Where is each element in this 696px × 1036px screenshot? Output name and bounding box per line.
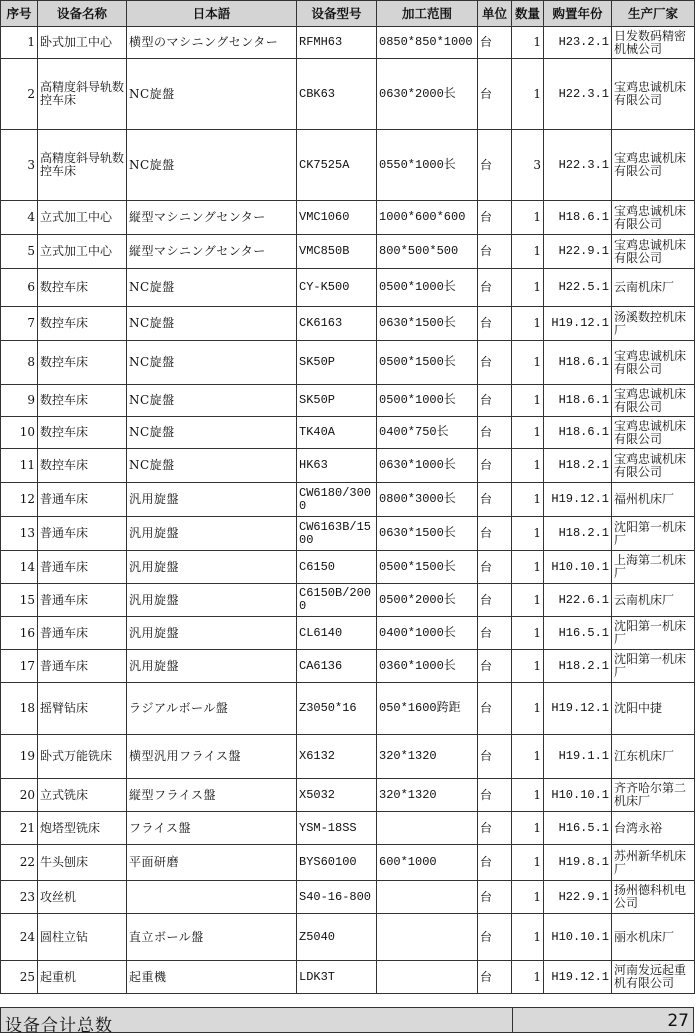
table-row — [1, 417, 695, 449]
cell-range: 0800*3000长 — [377, 483, 478, 517]
cell-name: 圆柱立钻 — [38, 914, 127, 961]
cell-range: 600*1000 — [377, 845, 478, 881]
cell-model: SK50P — [297, 385, 377, 417]
cell-qty: 1 — [512, 617, 544, 650]
cell-jp: 汎用旋盤 — [127, 483, 297, 517]
cell-name: 普通车床 — [38, 617, 127, 650]
cell-date: H10.10.1 — [544, 551, 612, 584]
cell-name: 牛头刨床 — [38, 845, 127, 881]
cell-name: 起重机 — [38, 961, 127, 994]
cell-name: 立式加工中心 — [38, 235, 127, 269]
cell-name: 高精度斜导轨数控车床 — [38, 59, 127, 130]
cell-range: 050*1600跨距 — [377, 683, 478, 735]
cell-unit: 台 — [478, 914, 512, 961]
cell-jp: 起重機 — [127, 961, 297, 994]
cell-unit: 台 — [478, 269, 512, 307]
cell-maker: 苏州新华机床厂 — [612, 845, 695, 881]
cell-date: H18.2.1 — [544, 650, 612, 683]
cell-name: 普通车床 — [38, 517, 127, 551]
cell-unit: 台 — [478, 449, 512, 483]
header-no: 序号 — [1, 1, 38, 27]
cell-model: YSM-18SS — [297, 812, 377, 845]
cell-jp: ラジアルボール盤 — [127, 683, 297, 735]
cell-range: 320*1320 — [377, 779, 478, 812]
cell-date: H10.10.1 — [544, 914, 612, 961]
cell-unit: 台 — [478, 517, 512, 551]
cell-no: 2 — [1, 59, 38, 130]
cell-maker: 沈阳第一机床厂 — [612, 650, 695, 683]
cell-maker: 江东机床厂 — [612, 735, 695, 779]
cell-model: SK50P — [297, 341, 377, 385]
cell-unit: 台 — [478, 584, 512, 617]
cell-name: 普通车床 — [38, 551, 127, 584]
table-row — [1, 269, 695, 307]
cell-unit: 台 — [478, 683, 512, 735]
total-value: 27 — [667, 1011, 689, 1031]
cell-range: 0630*1000长 — [377, 449, 478, 483]
cell-qty: 1 — [512, 881, 544, 914]
cell-date: H19.1.1 — [544, 735, 612, 779]
cell-qty: 1 — [512, 517, 544, 551]
cell-jp: NC旋盤 — [127, 59, 297, 130]
cell-unit: 台 — [478, 881, 512, 914]
cell-model: VMC850B — [297, 235, 377, 269]
cell-qty: 1 — [512, 735, 544, 779]
table-row — [1, 735, 695, 779]
cell-date: H18.6.1 — [544, 341, 612, 385]
cell-no: 23 — [1, 881, 38, 914]
cell-unit: 台 — [478, 235, 512, 269]
cell-no: 4 — [1, 201, 38, 235]
cell-no: 24 — [1, 914, 38, 961]
cell-no: 25 — [1, 961, 38, 994]
cell-qty: 1 — [512, 235, 544, 269]
header-jp: 日本語 — [127, 1, 297, 27]
cell-no: 14 — [1, 551, 38, 584]
cell-jp — [127, 881, 297, 914]
cell-jp: フライス盤 — [127, 812, 297, 845]
cell-name: 卧式万能铣床 — [38, 735, 127, 779]
cell-no: 11 — [1, 449, 38, 483]
cell-qty: 1 — [512, 417, 544, 449]
cell-date: H18.6.1 — [544, 417, 612, 449]
cell-unit: 台 — [478, 961, 512, 994]
cell-name: 数控车床 — [38, 417, 127, 449]
cell-maker: 宝鸡忠诚机床有限公司 — [612, 59, 695, 130]
cell-range: 800*500*500 — [377, 235, 478, 269]
cell-name: 数控车床 — [38, 269, 127, 307]
cell-unit: 台 — [478, 130, 512, 201]
cell-name: 攻丝机 — [38, 881, 127, 914]
cell-name: 数控车床 — [38, 385, 127, 417]
cell-maker: 沈阳中捷 — [612, 683, 695, 735]
cell-no: 15 — [1, 584, 38, 617]
header-model: 设备型号 — [297, 1, 377, 27]
total-divider — [512, 1008, 513, 1032]
cell-maker: 宝鸡忠诚机床有限公司 — [612, 130, 695, 201]
cell-range: 0500*1500长 — [377, 341, 478, 385]
cell-unit: 台 — [478, 779, 512, 812]
cell-range: 0630*1500长 — [377, 517, 478, 551]
cell-name: 立式加工中心 — [38, 201, 127, 235]
cell-range: 0630*1500长 — [377, 307, 478, 341]
cell-date: H22.3.1 — [544, 59, 612, 130]
cell-jp: 汎用旋盤 — [127, 517, 297, 551]
cell-range: 0500*1000长 — [377, 385, 478, 417]
table-row — [1, 449, 695, 483]
cell-jp: 汎用旋盤 — [127, 551, 297, 584]
cell-no: 6 — [1, 269, 38, 307]
cell-no: 1 — [1, 27, 38, 59]
table-row — [1, 914, 695, 961]
cell-jp: 縦型マシニングセンター — [127, 201, 297, 235]
cell-date: H23.2.1 — [544, 27, 612, 59]
cell-model: BYS60100 — [297, 845, 377, 881]
cell-name: 高精度斜导轨数控车床 — [38, 130, 127, 201]
cell-qty: 1 — [512, 812, 544, 845]
cell-maker: 台湾永裕 — [612, 812, 695, 845]
cell-date: H19.8.1 — [544, 845, 612, 881]
cell-qty: 1 — [512, 914, 544, 961]
cell-date: H22.3.1 — [544, 130, 612, 201]
cell-jp: 縦型マシニングセンター — [127, 235, 297, 269]
header-range: 加工范围 — [377, 1, 478, 27]
cell-maker: 宝鸡忠诚机床有限公司 — [612, 449, 695, 483]
cell-maker: 齐齐哈尔第二机床厂 — [612, 779, 695, 812]
cell-date: H19.12.1 — [544, 483, 612, 517]
cell-jp: NC旋盤 — [127, 449, 297, 483]
cell-name: 数控车床 — [38, 449, 127, 483]
cell-name: 摇臂钻床 — [38, 683, 127, 735]
cell-model: S40-16-800 — [297, 881, 377, 914]
cell-unit: 台 — [478, 307, 512, 341]
cell-date: H19.12.1 — [544, 307, 612, 341]
header-qty: 数量 — [512, 1, 544, 27]
cell-range: 320*1320 — [377, 735, 478, 779]
cell-jp: NC旋盤 — [127, 130, 297, 201]
table-row — [1, 551, 695, 584]
cell-no: 20 — [1, 779, 38, 812]
table-row — [1, 617, 695, 650]
cell-no: 9 — [1, 385, 38, 417]
cell-maker: 河南发远起重机有限公司 — [612, 961, 695, 994]
cell-jp: 汎用旋盤 — [127, 617, 297, 650]
cell-unit: 台 — [478, 201, 512, 235]
header-name: 设备名称 — [38, 1, 127, 27]
cell-maker: 宝鸡忠诚机床有限公司 — [612, 385, 695, 417]
table-row — [1, 235, 695, 269]
cell-maker: 上海第二机床厂 — [612, 551, 695, 584]
cell-no: 17 — [1, 650, 38, 683]
cell-jp: NC旋盤 — [127, 269, 297, 307]
cell-unit: 台 — [478, 341, 512, 385]
cell-qty: 1 — [512, 27, 544, 59]
cell-no: 18 — [1, 683, 38, 735]
cell-date: H19.12.1 — [544, 683, 612, 735]
cell-no: 16 — [1, 617, 38, 650]
cell-no: 13 — [1, 517, 38, 551]
cell-range: 0400*1000长 — [377, 617, 478, 650]
table-row — [1, 307, 695, 341]
cell-no: 8 — [1, 341, 38, 385]
cell-qty: 1 — [512, 307, 544, 341]
cell-maker: 宝鸡忠诚机床有限公司 — [612, 235, 695, 269]
cell-model: C6150B/2000 — [297, 584, 377, 617]
cell-unit: 台 — [478, 650, 512, 683]
cell-maker: 宝鸡忠诚机床有限公司 — [612, 341, 695, 385]
cell-maker: 福州机床厂 — [612, 483, 695, 517]
cell-range: 0850*850*1000 — [377, 27, 478, 59]
cell-maker: 汤溪数控机床厂 — [612, 307, 695, 341]
table-row — [1, 961, 695, 994]
cell-unit: 台 — [478, 59, 512, 130]
cell-no: 22 — [1, 845, 38, 881]
cell-model: Z3050*16 — [297, 683, 377, 735]
table-row — [1, 385, 695, 417]
cell-unit: 台 — [478, 735, 512, 779]
cell-jp: NC旋盤 — [127, 385, 297, 417]
table-row — [1, 650, 695, 683]
cell-maker: 丽水机床厂 — [612, 914, 695, 961]
cell-jp: 直立ボール盤 — [127, 914, 297, 961]
cell-date: H22.5.1 — [544, 269, 612, 307]
cell-date: H22.9.1 — [544, 881, 612, 914]
cell-date: H18.2.1 — [544, 517, 612, 551]
cell-model: CBK63 — [297, 59, 377, 130]
cell-qty: 1 — [512, 584, 544, 617]
cell-model: Z5040 — [297, 914, 377, 961]
table-row — [1, 27, 695, 59]
cell-model: RFMH63 — [297, 27, 377, 59]
cell-jp: NC旋盤 — [127, 417, 297, 449]
cell-no: 3 — [1, 130, 38, 201]
cell-model: CA6136 — [297, 650, 377, 683]
cell-name: 普通车床 — [38, 650, 127, 683]
cell-range — [377, 881, 478, 914]
cell-date: H16.5.1 — [544, 617, 612, 650]
table-row — [1, 779, 695, 812]
table-row — [1, 812, 695, 845]
table-row — [1, 517, 695, 551]
cell-qty: 1 — [512, 845, 544, 881]
cell-unit: 台 — [478, 417, 512, 449]
cell-range: 0500*1000长 — [377, 269, 478, 307]
cell-qty: 1 — [512, 961, 544, 994]
cell-no: 10 — [1, 417, 38, 449]
table-row — [1, 59, 695, 130]
cell-date: H18.6.1 — [544, 201, 612, 235]
cell-jp: NC旋盤 — [127, 341, 297, 385]
header-row — [1, 1, 695, 27]
cell-maker: 宝鸡忠诚机床有限公司 — [612, 201, 695, 235]
cell-name: 数控车床 — [38, 341, 127, 385]
cell-range: 0630*2000长 — [377, 59, 478, 130]
cell-range — [377, 812, 478, 845]
total-label: 设备合计总数 — [5, 1016, 113, 1036]
cell-qty: 1 — [512, 269, 544, 307]
cell-date: H22.9.1 — [544, 235, 612, 269]
table-row — [1, 341, 695, 385]
cell-jp: 縦型フライス盤 — [127, 779, 297, 812]
cell-range: 0400*750长 — [377, 417, 478, 449]
cell-maker: 沈阳第一机床厂 — [612, 617, 695, 650]
cell-name: 卧式加工中心 — [38, 27, 127, 59]
cell-jp: 横型汎用フライス盤 — [127, 735, 297, 779]
cell-maker: 宝鸡忠诚机床有限公司 — [612, 417, 695, 449]
cell-no: 21 — [1, 812, 38, 845]
cell-jp: 平面研磨 — [127, 845, 297, 881]
cell-qty: 1 — [512, 201, 544, 235]
cell-model: HK63 — [297, 449, 377, 483]
table-row — [1, 683, 695, 735]
header-maker: 生产厂家 — [612, 1, 695, 27]
cell-no: 12 — [1, 483, 38, 517]
cell-qty: 1 — [512, 779, 544, 812]
cell-range: 0500*1500长 — [377, 551, 478, 584]
cell-range — [377, 961, 478, 994]
cell-range: 1000*600*600 — [377, 201, 478, 235]
cell-model: CW6163B/1500 — [297, 517, 377, 551]
cell-name: 炮塔型铣床 — [38, 812, 127, 845]
cell-no: 19 — [1, 735, 38, 779]
cell-range: 0500*2000长 — [377, 584, 478, 617]
cell-unit: 台 — [478, 617, 512, 650]
total-row — [0, 1007, 694, 1036]
cell-name: 数控车床 — [38, 307, 127, 341]
cell-date: H18.2.1 — [544, 449, 612, 483]
cell-no: 5 — [1, 235, 38, 269]
table-row — [1, 845, 695, 881]
cell-qty: 1 — [512, 449, 544, 483]
table-row — [1, 483, 695, 517]
cell-model: CK7525A — [297, 130, 377, 201]
cell-jp: 汎用旋盤 — [127, 650, 297, 683]
cell-name: 立式铣床 — [38, 779, 127, 812]
table-row — [1, 881, 695, 914]
cell-maker: 沈阳第一机床厂 — [612, 517, 695, 551]
cell-model: LDK3T — [297, 961, 377, 994]
cell-qty: 1 — [512, 483, 544, 517]
cell-date: H22.6.1 — [544, 584, 612, 617]
table-row — [1, 201, 695, 235]
cell-jp: NC旋盤 — [127, 307, 297, 341]
cell-maker: 云南机床厂 — [612, 584, 695, 617]
cell-date: H10.10.1 — [544, 779, 612, 812]
cell-unit: 台 — [478, 845, 512, 881]
cell-name: 普通车床 — [38, 483, 127, 517]
header-date: 购置年份 — [544, 1, 612, 27]
cell-maker: 日发数码精密机械公司 — [612, 27, 695, 59]
cell-unit: 台 — [478, 483, 512, 517]
cell-date: H16.5.1 — [544, 812, 612, 845]
cell-model: CY-K500 — [297, 269, 377, 307]
cell-qty: 1 — [512, 59, 544, 130]
cell-unit: 台 — [478, 551, 512, 584]
cell-maker: 云南机床厂 — [612, 269, 695, 307]
cell-model: X6132 — [297, 735, 377, 779]
cell-qty: 1 — [512, 683, 544, 735]
cell-qty: 1 — [512, 551, 544, 584]
cell-qty: 1 — [512, 650, 544, 683]
cell-date: H19.12.1 — [544, 961, 612, 994]
cell-jp: 横型のマシニングセンター — [127, 27, 297, 59]
cell-model: CW6180/3000 — [297, 483, 377, 517]
cell-unit: 台 — [478, 385, 512, 417]
header-unit: 单位 — [478, 1, 512, 27]
cell-no: 7 — [1, 307, 38, 341]
cell-range: 0360*1000长 — [377, 650, 478, 683]
cell-range — [377, 914, 478, 961]
cell-model: TK40A — [297, 417, 377, 449]
cell-name: 普通车床 — [38, 584, 127, 617]
cell-unit: 台 — [478, 812, 512, 845]
cell-jp: 汎用旋盤 — [127, 584, 297, 617]
cell-model: C6150 — [297, 551, 377, 584]
cell-date: H18.6.1 — [544, 385, 612, 417]
cell-model: CK6163 — [297, 307, 377, 341]
cell-qty: 1 — [512, 385, 544, 417]
cell-model: X5032 — [297, 779, 377, 812]
cell-maker: 扬州德科机电公司 — [612, 881, 695, 914]
cell-qty: 1 — [512, 341, 544, 385]
cell-model: VMC1060 — [297, 201, 377, 235]
table-row — [1, 130, 695, 201]
cell-model: CL6140 — [297, 617, 377, 650]
cell-unit: 台 — [478, 27, 512, 59]
cell-range: 0550*1000长 — [377, 130, 478, 201]
cell-qty: 3 — [512, 130, 544, 201]
table-row — [1, 584, 695, 617]
